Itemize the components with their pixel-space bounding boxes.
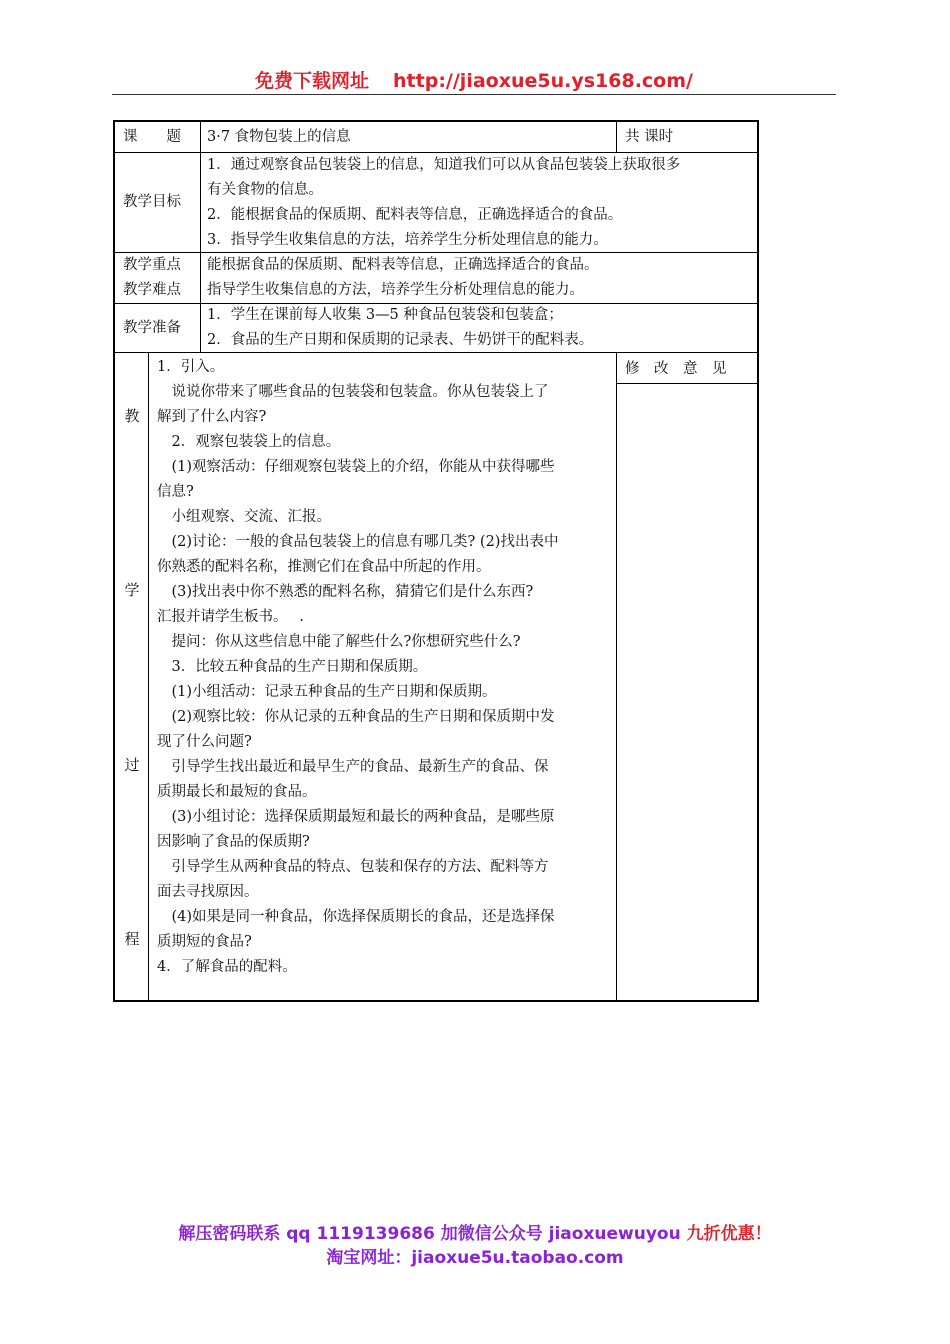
process-label-char: 过: [124, 756, 140, 774]
goals-list: [207, 153, 755, 253]
process-line: 提问：你从这些信息中能了解些什么?你想研究些什么?: [157, 634, 521, 650]
process-line: (2)观察比较：你从记录的五种食品的生产日期和保质期中发: [157, 709, 555, 725]
process-line: (3)小组讨论：选择保质期最短和最长的两种食品，是哪些原: [157, 809, 555, 825]
process-line: 3．比较五种食品的生产日期和保质期。: [157, 659, 428, 675]
process-line: 质期最长和最短的食品。: [157, 784, 317, 800]
process-line: (4)如果是同一种食品，你选择保质期长的食品，还是选择保: [157, 909, 555, 925]
process-label-char: 程: [124, 930, 140, 948]
lesson-count: 共 课时: [625, 129, 674, 145]
process-label-char: 教: [124, 407, 140, 425]
key-point: 能根据食品的保质期、配料表等信息，正确选择适合的食品。: [207, 257, 599, 273]
goal-line: 1．通过观察食品包装袋上的信息，知道我们可以从食品包装袋上获取很多: [207, 157, 681, 173]
process-line: (1)小组活动：记录五种食品的生产日期和保质期。: [157, 684, 497, 700]
process-body: [157, 355, 613, 980]
process-label-char: 学: [124, 581, 140, 599]
prep-line: 2．食品的生产日期和保质期的记录表、牛奶饼干的配料表。: [207, 332, 594, 348]
key-label: 教学重点: [123, 257, 181, 273]
revision-label: 修 改 意 见: [625, 361, 727, 377]
topic-label: 课 题: [123, 129, 181, 145]
prep-line: 1．学生在课前每人收集 3—5 种食品包装袋和包装盒；: [207, 307, 563, 323]
page-header: [112, 68, 836, 95]
difficulty-point: 指导学生收集信息的方法，培养学生分析处理信息的能力。: [207, 282, 584, 298]
topic-title: 3·7 食物包装上的信息: [207, 129, 351, 145]
process-line: 你熟悉的配料名称，推测它们在食品中所起的作用。: [157, 559, 491, 575]
goal-line: 3．指导学生收集信息的方法，培养学生分析处理信息的能力。: [207, 232, 608, 248]
process-line: 4．了解食品的配料。: [157, 959, 297, 975]
header-label: 免费下载网址: [255, 70, 370, 92]
process-line: 1．引入。: [157, 359, 225, 375]
difficulty-label: 教学难点: [123, 282, 181, 298]
footer-line-2[interactable]: 淘宝网址：jiaoxue5u.taobao.com: [326, 1248, 624, 1268]
header-url[interactable]: http://jiaoxue5u.ys168.com/: [393, 70, 693, 92]
goals-label: 教学目标: [123, 194, 181, 210]
process-line: 质期短的食品?: [157, 934, 252, 950]
process-line: (3)找出表中你不熟悉的配料名称，猜猜它们是什么东西?: [157, 584, 534, 600]
process-line: 引导学生从两种食品的特点、包装和保存的方法、配料等方: [157, 859, 549, 875]
footer-discount: 九折优惠！: [686, 1224, 772, 1244]
process-line: 因影响了食品的保质期?: [157, 834, 310, 850]
lesson-plan-table: [113, 120, 759, 1002]
process-line: 说说你带来了哪些食品的包装袋和包装盒。你从包装袋上了: [157, 384, 549, 400]
footer-line-1: [0, 1219, 950, 1244]
process-line: 引导学生找出最近和最早生产的食品、最新生产的食品、保: [157, 759, 549, 775]
goal-line: 有关食物的信息。: [207, 182, 323, 198]
prep-label: 教学准备: [123, 320, 181, 336]
process-line: (2)讨论：一般的食品包装袋上的信息有哪几类? (2)找出表中: [157, 534, 559, 550]
process-line: 2．观察包装袋上的信息。: [157, 434, 341, 450]
process-line: 解到了什么内容?: [157, 409, 267, 425]
process-line: 小组观察、交流、汇报。: [157, 509, 331, 525]
footer-contact: 解压密码联系 qq 1119139686 加微信公众号 jiaoxuewuyou: [178, 1224, 687, 1244]
process-line: 面去寻找原因。: [157, 884, 259, 900]
goal-line: 2．能根据食品的保质期、配料表等信息，正确选择适合的食品。: [207, 207, 623, 223]
process-line: 信息?: [157, 484, 194, 500]
prep-list: [207, 303, 755, 353]
process-line: (1)观察活动：仔细观察包装袋上的介绍，你能从中获得哪些: [157, 459, 555, 475]
process-line: 汇报并请学生板书。 .: [157, 609, 304, 625]
process-line: 现了什么问题?: [157, 734, 252, 750]
